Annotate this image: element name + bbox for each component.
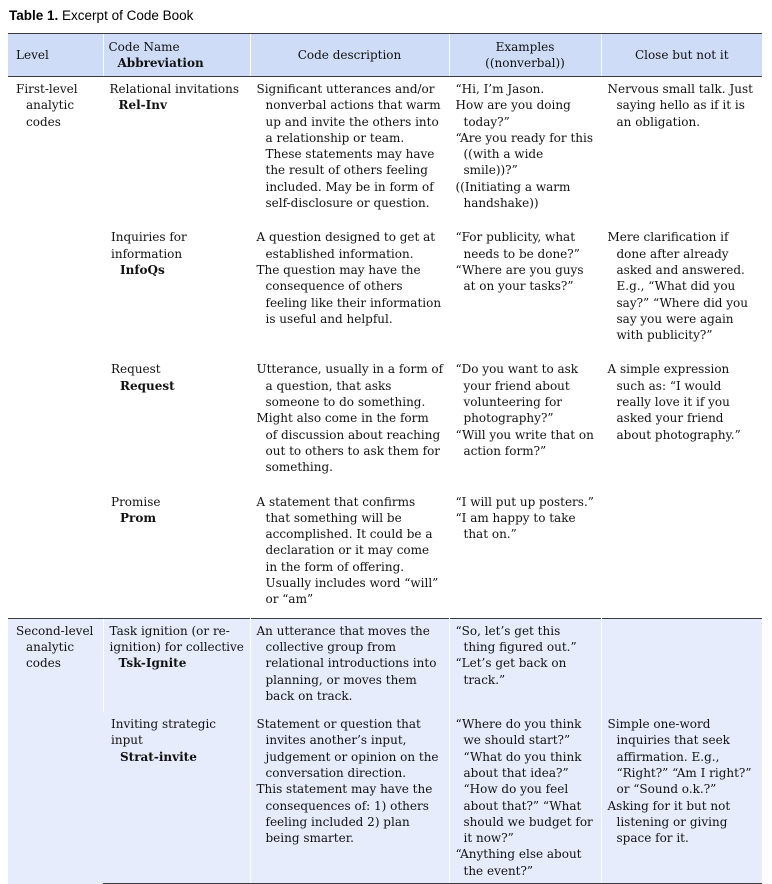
description-text: A question designed to get at established information.	[256, 230, 436, 261]
examples-cell	[449, 77, 601, 226]
examples-cell	[449, 225, 601, 357]
table-row	[8, 225, 762, 357]
close-cell	[601, 77, 762, 226]
example-text: How are you doing today?”	[455, 98, 571, 129]
code-abbreviation: Request	[120, 378, 175, 393]
example-text: “Do you want to ask your friend about volunteering for photography?”	[455, 362, 579, 426]
code-name-cell	[103, 712, 250, 883]
description-cell	[250, 77, 449, 226]
level-label: Second-level analytic codes	[16, 623, 94, 671]
examples-cell	[449, 357, 601, 489]
close-cell	[601, 618, 762, 712]
code-name-cell	[103, 618, 250, 712]
example-text: “So, let’s get this thing figured out.”	[455, 623, 577, 654]
header-code-name	[103, 34, 250, 77]
code-abbreviation: Strat-invite	[120, 749, 197, 764]
close-cell	[601, 357, 762, 489]
example-text: “For publicity, what needs to be done?”	[455, 230, 580, 261]
code-name-cell	[103, 225, 250, 357]
example-text: “Hi, I’m Jason.	[455, 82, 545, 96]
second-level-group	[8, 618, 762, 883]
description-text: An utterance that moves the collective group from relational introductions into planning, or moves them back on track.	[256, 623, 437, 703]
code-name: Request	[111, 362, 161, 377]
code-abbreviation: Rel-Inv	[118, 98, 167, 113]
example-text: “Are you ready for this ((with a wide smile))?”	[455, 130, 593, 178]
description-cell	[250, 490, 449, 619]
description-cell	[250, 712, 449, 883]
description-text: Significant utterances and/or nonverbal actions that warm up and invite the others into a relationship or team. These statements may have the result of others feeling included. May be in form of self-disclosure or question.	[256, 82, 441, 211]
close-cell	[601, 225, 762, 357]
table-row	[8, 490, 762, 619]
description-cell	[250, 225, 449, 357]
header-code-description: Code description	[250, 34, 449, 77]
header-examples-label: Examples	[495, 39, 555, 54]
code-name-cell	[103, 490, 250, 619]
description-text: Utterance, usually in a form of a question, that asks someone to do something.	[256, 362, 444, 410]
close-text: Asking for it but not listening or giving space for it.	[607, 798, 731, 846]
example-text: “Where are you guys at on your tasks?”	[455, 262, 584, 294]
example-text: “I am happy to take that on.”	[455, 510, 576, 542]
close-text: Nervous small talk. Just saying hello as if it is an obligation.	[607, 82, 753, 129]
code-name: Relational invitations	[109, 82, 239, 96]
header-row	[8, 34, 762, 77]
code-book-table	[8, 33, 762, 884]
level-label: First-level analytic codes	[16, 82, 78, 129]
header-code-name-label: Code Name	[108, 39, 180, 54]
code-name: Inquiries for information	[111, 230, 187, 261]
table-row	[8, 77, 762, 226]
example-text: ((Initiating a warm handshake))	[455, 179, 571, 211]
header-close: Close but not it	[601, 34, 762, 77]
header-abbreviation: Abbreviation	[117, 56, 204, 70]
close-text: Mere clarification if done after already asked and answered. E.g., “What did you say?” “Where did you say you were again with publicity?”	[607, 230, 749, 343]
table-caption-label: Table 1.	[9, 8, 59, 23]
example-text: “Let’s get back on track.”	[455, 656, 567, 687]
code-name: Task ignition (or re-ignition) for collective	[109, 623, 244, 654]
code-abbreviation: InfoQs	[120, 262, 165, 277]
header-examples	[449, 34, 601, 77]
code-name: Promise	[111, 494, 161, 509]
description-text: A statement that confirms that something will be accomplished. It could be a declaration or it may come in the form of offering. Usually includes word “will” or “am”	[256, 494, 439, 607]
description-cell	[250, 357, 449, 489]
description-text: Might also come in the form of discussion about reaching out to others to ask them for something.	[256, 411, 441, 475]
table-row	[8, 618, 762, 712]
close-text: A simple expression such as: “I would really love it if you asked your friend about photography.”	[607, 362, 741, 442]
table-caption-title: Excerpt of Code Book	[62, 8, 194, 23]
level-cell	[8, 618, 103, 883]
close-text: Simple one-word inquiries that seek affirmation. E.g., “Right?” “Am I right?” or “Sound o.k.?”	[607, 717, 752, 797]
code-abbreviation: Tsk-Ignite	[118, 656, 187, 671]
table-caption	[9, 8, 193, 23]
description-text: This statement may have the consequences of: 1) others feeling included 2) plan being smarter.	[256, 782, 433, 846]
code-name-cell	[103, 357, 250, 489]
description-text: The question may have the consequence of others feeling like their information is useful and helpful.	[256, 262, 442, 326]
example-text: “Where do you think we should start?” “What do you think about that idea?” “How do you feel about that?” “What should we budget for it now?”	[455, 717, 593, 846]
description-text: Statement or question that invites another’s input, judgement or opinion on the conversation direction.	[256, 717, 439, 780]
example-text: “I will put up posters.”	[455, 494, 594, 509]
examples-cell	[449, 712, 601, 883]
code-abbreviation: Prom	[120, 510, 157, 525]
examples-cell	[449, 490, 601, 619]
example-text: “Anything else about the event?”	[455, 847, 582, 878]
header-level: Level	[8, 34, 103, 77]
level-cell	[8, 77, 103, 619]
close-cell	[601, 712, 762, 883]
close-cell	[601, 490, 762, 619]
table-row	[8, 357, 762, 489]
examples-cell	[449, 618, 601, 712]
description-cell	[250, 618, 449, 712]
first-level-group	[8, 77, 762, 619]
example-text: “Will you write that on action form?”	[455, 427, 594, 458]
table-row	[8, 712, 762, 883]
code-name: Inviting strategic input	[111, 717, 217, 748]
header-examples-sub: ((nonverbal))	[485, 56, 565, 70]
code-name-cell	[103, 77, 250, 226]
